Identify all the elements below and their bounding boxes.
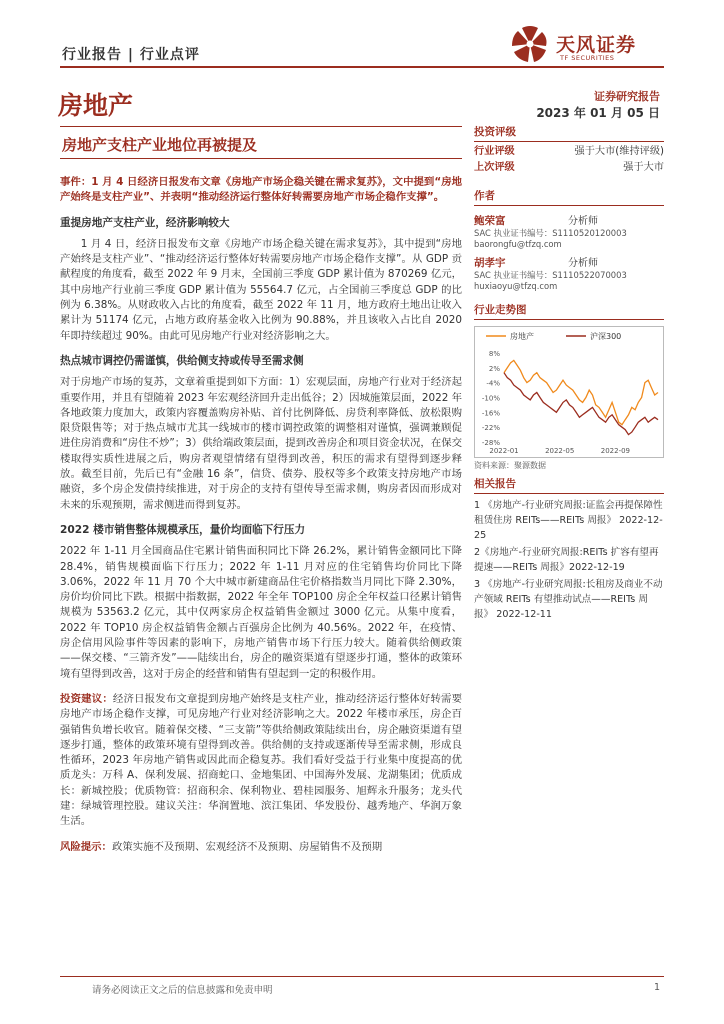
rating-label: 上次评级: [474, 162, 515, 173]
investment-text: 经济日报发布文章提到房地产始终是支柱产业，推动经济运行整体好转需要房地产市场企稳作支撑，可见房地产行业对经济影响之大。2022 年楼市承压，房企百强销售负增长收官。随着保交楼、“三支箭”等供给侧政策陆续出台，房企融资渠道有望逐步打通，整体的政策环境有望得到改善。供给侧的支持或逐渐传导至需求侧，形成良性循环，2023 年房地产销售或因此而企稳复苏。我们看好受益于行业集中度提高的优质龙头：万科 A、保利发展、招商蛇口、金地集团、中国海外发展、龙湖集团；优质成长：新城控股；优质物管：招商积余、保利物业、碧桂园服务、旭辉永升服务；龙头代建：绿城管理控股。建议关注：华润置地、滨江集团、华发股份、越秀地产、华润万象生活。: [60, 692, 462, 828]
section-2-title: 热点城市调控仍需谨慎，供给侧支持或传导至需求侧: [60, 354, 304, 367]
company-logo-icon: [508, 22, 552, 66]
x-tick-label: 2022-01: [489, 447, 519, 455]
authors-section: [474, 188, 664, 292]
author-block: [474, 212, 664, 250]
author-sac: SAC 执业证书编号：S1110522070003: [474, 270, 627, 280]
rating-row: [474, 144, 664, 160]
legend-label: 房地产: [510, 332, 534, 341]
related-section: [474, 476, 664, 624]
y-tick-label: -4%: [486, 379, 500, 388]
risk-lead: 风险提示：: [60, 840, 112, 853]
y-tick-label: 2%: [488, 364, 500, 373]
section-1-title: 重提房地产支柱产业，经济影响较大: [60, 216, 230, 229]
sector-title: 房地产: [58, 91, 134, 120]
company-logo-en: TF SECURITIES: [560, 54, 615, 62]
y-tick-label: -22%: [481, 424, 500, 433]
report-date: 2023 年 01 月 05 日: [536, 106, 660, 120]
header-rule: [60, 66, 664, 68]
author-email[interactable]: baorongfu@tfzq.com: [474, 239, 562, 249]
related-report[interactable]: 2《房地产-行业研究周报:REITs 扩容有望再提速——REITs 周报》2022-12-19: [474, 547, 659, 573]
investment-lead: 投资建议：: [60, 692, 113, 705]
y-tick-label: -16%: [481, 409, 500, 418]
section-3-text: 2022 年 1-11 月全国商品住宅累计销售面积同比下降 26.2%，累计销售金额同比下降 28.4%，销售规模面临下行压力；2022 年 1-11 月对应的住宅销售均价同比下降 3.06%，2022 年 11 月 70 个大中城市新建商品住宅价格指数当月同比下降 2.30%，房价均价同比下跌。根据中指数据，2022 年全年 TOP100 房企全年权益口径累计销售规模为 53563.2 亿元，其中仅两家房企权益销售金额过 3000 亿元。从集中度看，2022 年 TOP10 房企权益销售金额占百强房企比例为 40.56%。2022 年，在疫情、房企信用风险事件等因素的影响下，房地产销售市场下行压力较大。随着供给侧政策——保交楼、“三箭齐发”——陆续出台，房企的融资渠道有望逐步打通，整体的政策环境有望得到改善，这对于房企的经营和销售有望起到一定的积极作用。: [60, 545, 462, 680]
rating-heading: 投资评级: [474, 124, 664, 142]
footer-disclaimer[interactable]: 请务必阅读正文之后的信息披露和免责申明: [92, 985, 273, 996]
rating-section: [474, 124, 664, 176]
section-1-text: 1 月 4 日，经济日报发布文章《房地产市场企稳关键在需求复苏》，其中提到“房地产始终是支柱产业”、“推动经济运行整体好转需要房地产市场企稳作支撑”。从 GDP 贡献程度的角度看，截至 2022 年 9 月末，全国前三季度 GDP 累计值为 870269 亿元，其中房地产行业前三季度 GDP 累计值为 55564.7 亿元，占全国前三季度总 GDP 的比例为 6.38%。从财政收入占比的角度看，截至 2022 年 11 月，地方政府土地出让收入累计为 51174 亿元，占地方政府基金收入比例为 90.88%，并且该收入占比自 2020 年即持续超过 90%。由此可见房地产行业对经济影响之大。: [60, 237, 463, 342]
related-heading: 相关报告: [474, 476, 664, 494]
authors-heading: 作者: [474, 188, 664, 206]
trend-section: [474, 302, 664, 471]
legend-label: 沪深300: [590, 332, 622, 341]
section-2-text: 对于房地产市场的复苏，文章着重提到如下方面：1）宏观层面，房地产行业对于经济起重要作用，并且有望随着 2023 年宏观经济回升走出低谷；2）因城施策层面，2022 年各地政策力度加大，政策内容覆盖购房补贴、首付比例降低、房贷利率降低、放松限购限贷限售等；对于热点城市尤其一线城市的楼市调控政策的调整相对谨慎，强调兼顾促进住房消费和“房住不炒”；3）供给端政策层面，提到改善房企和项目资金状况，在保交楼取得实质性进展之后，购房者观望情绪有望得到改善，积压的需求有望得到逐步释放。截至目前，先后已有“金融 16 条”，信贷、债券、股权等多个政策支持房地产市场融资，多个房企发债持续推进，对于房企的支持有望传导至需求侧，购房者因而形成对未来的乐观预期，需求侧进而得到复苏。: [60, 376, 462, 511]
event-paragraph: [60, 175, 462, 206]
footer-rule: [60, 976, 664, 977]
y-tick-label: -28%: [481, 439, 500, 447]
chart-source: 资料来源：聚源数据: [474, 461, 546, 470]
author-name: 胡孝宇: [474, 257, 506, 269]
rating-value: 强于大市: [623, 162, 664, 173]
author-sac: SAC 执业证书编号：S1110520120003: [474, 228, 627, 238]
y-tick-label: -10%: [481, 394, 500, 403]
y-tick-label: 8%: [488, 349, 500, 358]
rating-label: 行业评级: [474, 146, 515, 157]
x-tick-label: 2022-05: [545, 447, 575, 455]
report-type: 证券研究报告: [594, 90, 660, 103]
series-line: [504, 360, 658, 424]
related-report[interactable]: 1 《房地产-行业研究周报:证监会再提保障性租赁住房 REITs——REITs 周报》 2022-12-25: [474, 500, 663, 541]
trend-chart: [474, 326, 664, 458]
title-rule-top: [60, 126, 462, 127]
event-lead: 事件：: [60, 176, 92, 188]
author-block: [474, 254, 664, 292]
author-role: 分析师: [568, 216, 598, 227]
investment-advice: [60, 692, 462, 830]
section-3-title: 2022 楼市销售整体规模承压，量价均面临下行压力: [60, 523, 306, 536]
event-text: 1 月 4 日经济日报发布文章《房地产市场企稳关键在需求复苏》，文中提到“房地产始终是支柱产业”、并表明“推动经济运行整体好转需要房地产市场企稳作支撑”。: [60, 176, 463, 204]
trend-heading: 行业走势图: [474, 302, 664, 320]
author-role: 分析师: [568, 258, 598, 269]
page-number: 1: [653, 982, 660, 993]
x-tick-label: 2022-09: [600, 447, 631, 455]
author-name: 鲍荣富: [474, 215, 506, 227]
risk-text: 政策实施不及预期、宏观经济不及预期、房屋销售不及预期: [111, 840, 383, 853]
report-category: 行业报告 | 行业点评: [62, 47, 200, 63]
rating-value: 强于大市(维持评级): [574, 146, 664, 157]
related-report[interactable]: 3 《房地产-行业研究周报:长租房及商业不动产领域 REITs 有望推动试点——REITs 周报》 2022-12-11: [474, 579, 663, 620]
company-logo-name: 天风证券: [556, 34, 637, 56]
report-title: 房地产支柱产业地位再被提及: [62, 136, 258, 154]
title-rule-bottom: [60, 158, 462, 159]
main-body: [60, 175, 462, 865]
author-email[interactable]: huxiaoyu@tfzq.com: [474, 281, 558, 291]
rating-row: [474, 160, 664, 176]
risk-warning: [60, 840, 462, 855]
chart-frame: [475, 327, 664, 458]
